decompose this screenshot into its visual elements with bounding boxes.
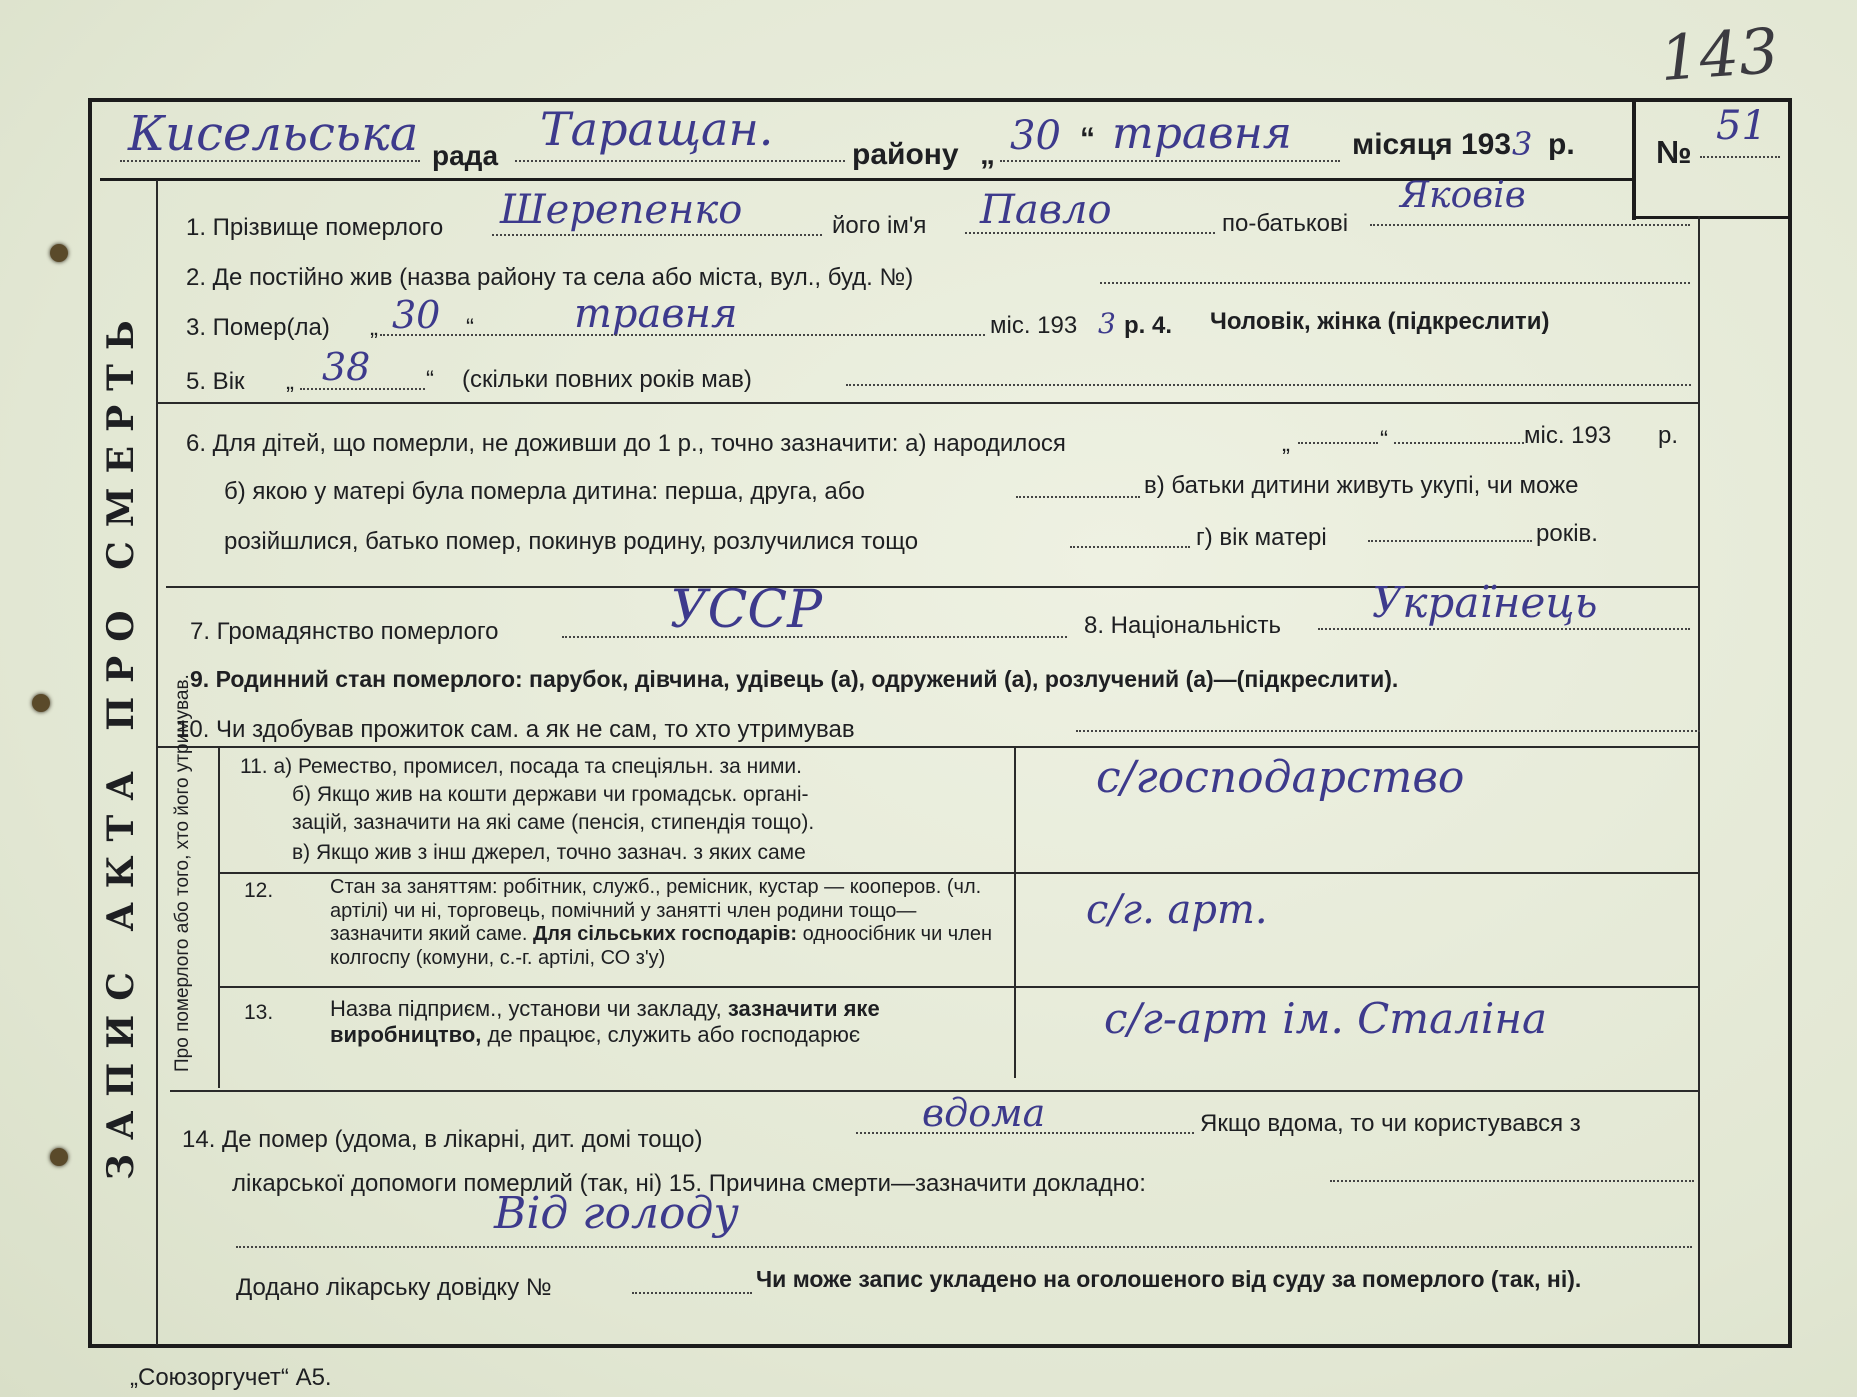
field-6-line-3a: розійшлися, батько помер, покинув родину, розлучилися тощо [224, 528, 919, 555]
death-year-handwritten: 3 [1098, 307, 1116, 340]
field-6-line-2b: в) батьки дитини живуть укупі, чи може [1144, 472, 1579, 499]
field-12-number: 12. [244, 879, 274, 902]
document-page: 143 Кисельська рада Таращан. району „ 30 “ травня місяця 193 3 р. № 51 ЗАПИС АКТА ПРО СМЕРТЬ 1. Прізвище померлого Шерепенко його ім'я Павло по-батькові Яковів 2. Де постійно жив (назва району та села або міста, вул., буд. №) 3. Помер(ла) „ 30 “ травня міс. 193 3 р. 4. Чоловік, жінка (підкреслити) 5. Вік „ 38 “ (скільки повних років мав) 6. Для дітей, що померли, не доживши до 1 р., точно зазначити: а) народилося „ “ міс. 193 р. б) якою у матері була померла дитина: перша, друга, або в) батьки дитини живуть укупі, чи може розійшлися, батько помер, покинув родину, розлучилися тощо г) вік матері років. 7. Громадянство померлого УССР 8. Національність Українець 9. Родинний стан померлого: парубок, дівчина, удівець (а), одружений (а), розлучений (а)—(підкреслити). 10. Чи здобував прожиток сам. а як не сам, то хто утримував Про померлого або того, хто його утримував. 11. а) Ремество, промисел, посада та спеціяльн. за ними. б) Якщо жив на кошти держави чи громадськ. органі- зацій, зазначити на які саме (пенсія, стипендія тощо). в) Якщо жив з інш джерел, точно зазнач. з яких саме с/господарство 12. Стан за заняттям: робітник, служб., ремісник, кустар — кооперов. (чл. артілі) чи ні, торговець, помічний у занятті член родини тощо—зазначити який саме. Для сільських господарів: одноосібник чи член колгоспу (комуни, с.-г. артілі, СО з'у) с/г. арт. 13. Назва підприєм., установи чи закладу, зазначити яке виробництво, де працює, служить або господарює с/г-арт ім. Сталіна 14. Де помер (удома, в лікарні, дит. домі тощо) вдома Якщо вдома, то чи користувався з лікарської допомоги померлий (так, ні) 15. Причина смерти—зазначити докладно: Від голоду Додано лікарську довідку № Чи може запис укладено на оголошеного від суду за померлого (так, ні). „Союзоргучет“ А5. [0, 0, 1857, 1397]
field-13-number: 13. [244, 1001, 274, 1024]
field-11-line-3: зацій, зазначити на які саме (пенсія, стипендія тощо). [292, 811, 815, 834]
occupation-handwritten: с/господарство [1096, 752, 1465, 803]
first-name-handwritten: Павло [980, 187, 1112, 233]
citizenship-handwritten: УССР [670, 580, 823, 640]
death-year-label: міс. 193 [990, 312, 1078, 339]
status-handwritten: с/г. арт. [1086, 887, 1268, 933]
nationality-handwritten: Українець [1372, 578, 1598, 627]
field-6-line-1: 6. Для дітей, що померли, не доживши до 1 р., точно зазначити: а) народилося [186, 430, 1066, 457]
field-11-line-4: в) Якщо жив з інш джерел, точно зазнач. з яких саме [292, 841, 806, 864]
field-5-label: 5. Вік [186, 368, 245, 395]
header-month-handwritten: травня [1112, 108, 1292, 159]
field-14-label: 14. Де помер (удома, в лікарні, дит. домі тощо) [182, 1126, 703, 1153]
rayonu-label: району [852, 138, 959, 171]
workplace-handwritten: с/г-арт ім. Сталіна [1104, 994, 1548, 1043]
sex-options: Чоловік, жінка (підкреслити) [1210, 308, 1550, 335]
field-14-rest: Якщо вдома, то чи користувався з [1200, 1110, 1581, 1137]
first-name-label: його ім'я [832, 212, 927, 239]
punch-hole [50, 1148, 68, 1166]
patronymic-handwritten: Яковів [1400, 175, 1526, 216]
age-handwritten: 38 [322, 345, 371, 389]
age-hint: (скільки повних років мав) [462, 366, 752, 393]
punch-hole [50, 244, 68, 262]
group-side-label: Про померлого або того, хто його утримував. [172, 674, 193, 1072]
field-11-line-1: 11. а) Ремество, промисел, посада та спеціяльн. за ними. [240, 755, 802, 778]
record-number-handwritten: 51 [1716, 103, 1767, 149]
field-9-label: 9. Родинний стан померлого: парубок, дівчина, удівець (а), одружений (а), розлучений (а)—(підкреслити). [190, 666, 1399, 692]
rada-label: рада [432, 140, 499, 171]
header-day-handwritten: 30 [1010, 113, 1061, 159]
field-6-line-2a: б) якою у матері була померла дитина: перша, друга, або [224, 478, 865, 505]
field-12-text: Стан за заняттям: робітник, служб., ремісник, кустар — кооперов. (чл. артілі) чи ні, торговець, помічний у занятті член родини тощо—зазначити який саме. Для сільських господарів: одноосібник чи член колгоспу (комуни, с.-г. артілі, СО з'у) [330, 876, 993, 969]
court-question: Чи може запис укладено на оголошеного від суду за померлого (так, ні). [756, 1266, 1582, 1292]
field-1-label: 1. Прізвище померлого [186, 214, 444, 241]
cause-of-death-handwritten: Від голоду [494, 1188, 739, 1239]
punch-hole [32, 694, 50, 712]
archive-page-number: 143 [1657, 13, 1781, 96]
field-13-text: Назва підприєм., установи чи закладу, зазначити яке виробництво, де працює, служить або господарює [330, 996, 880, 1048]
surname-handwritten: Шерепенко [500, 187, 743, 233]
patronymic-label: по-батькові [1222, 210, 1349, 237]
printer-mark: „Союзоргучет“ А5. [130, 1364, 332, 1391]
field-3-label: 3. Помер(ла) [186, 314, 330, 341]
record-number-label: № [1656, 134, 1692, 170]
field-15-label: лікарської допомоги померлий (так, ні) 15. Причина смерти—зазначити докладно: [232, 1170, 1146, 1197]
field-6-line-3b: г) вік матері [1196, 524, 1327, 551]
field-7-label: 7. Громадянство померлого [190, 618, 499, 645]
death-place-handwritten: вдома [922, 1091, 1046, 1135]
field-2-label: 2. Де постійно жив (назва району та села або міста, вул., буд. №) [186, 264, 914, 291]
month-year-label: місяця 193 [1352, 128, 1512, 161]
side-title: ЗАПИС АКТА ПРО СМЕРТЬ [100, 306, 142, 1180]
medical-certificate-label: Додано лікарську довідку № [236, 1274, 552, 1301]
death-month-handwritten: травня [574, 291, 738, 337]
field-8-label: 8. Національність [1084, 612, 1281, 639]
field-10-label: 10. Чи здобував прожиток сам. а як не сам, то хто утримував [176, 716, 855, 743]
death-day-handwritten: 30 [392, 293, 441, 337]
header-year-handwritten: 3 [1512, 125, 1533, 163]
council-handwritten: Кисельська [128, 106, 419, 162]
field-11-line-2: б) Якщо жив на кошти держави чи громадськ. органі- [292, 783, 809, 806]
district-handwritten: Таращан. [540, 102, 774, 156]
